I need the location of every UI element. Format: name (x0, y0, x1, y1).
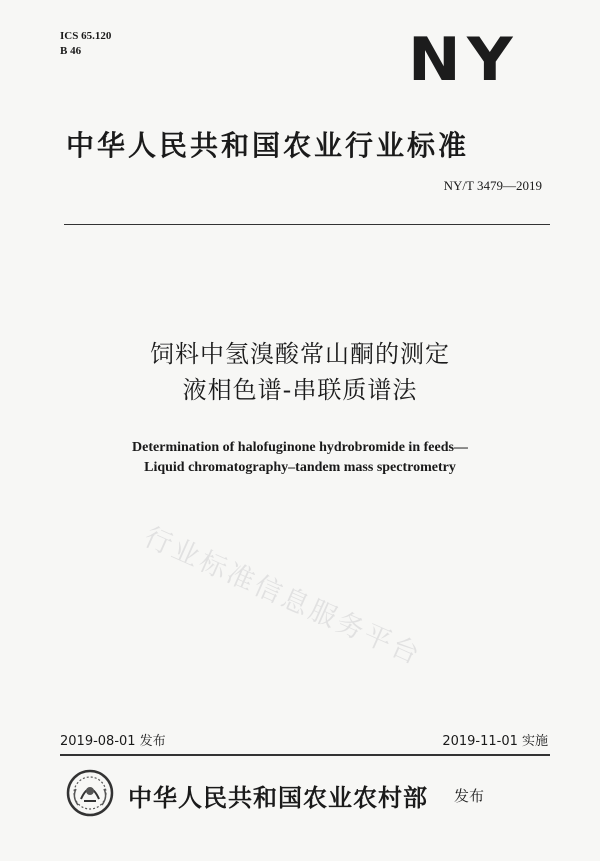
classification-codes (60, 29, 111, 59)
watermark: 行业标准信息服务平台 (139, 521, 427, 672)
english-title (0, 438, 600, 478)
issue-date: 2019-08-01 发布 (60, 734, 166, 749)
ny-logo: NY (408, 25, 519, 95)
standard-category-title: 中华人民共和国农业行业标准 (66, 129, 470, 162)
ccs-code: B 46 (60, 45, 82, 57)
chinese-title-line-2: 液相色谱-串联质谱法 (182, 376, 418, 404)
standard-number: NY/T 3479—2019 (443, 178, 542, 193)
ministry-emblem-icon (66, 769, 114, 817)
chinese-title-line-1: 饲料中氢溴酸常山酮的测定 (150, 340, 450, 368)
english-title-line-2: Liquid chromatography–tandem mass spectrometry (144, 460, 456, 475)
bottom-divider (60, 754, 550, 756)
chinese-title (0, 336, 600, 408)
top-divider (64, 224, 550, 225)
english-title-line-1: Determination of halofuginone hydrobromide in feeds— (132, 440, 468, 455)
ics-code: ICS 65.120 (60, 30, 112, 42)
implementation-date: 2019-11-01 实施 (442, 734, 548, 749)
issuing-ministry: 中华人民共和国农业农村部 (128, 784, 428, 812)
issue-label: 发布 (454, 787, 485, 805)
